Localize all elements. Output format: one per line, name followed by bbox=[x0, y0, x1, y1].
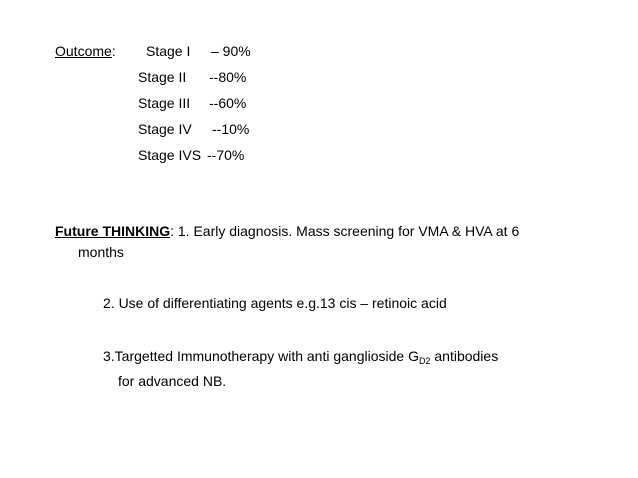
stage-5-value: --70% bbox=[207, 147, 245, 163]
future-line-1 bbox=[55, 222, 519, 240]
future-item-1-line-2: months bbox=[78, 244, 124, 260]
stage-4-name: Stage IV bbox=[138, 121, 192, 137]
future-item-3-line-1 bbox=[103, 347, 498, 365]
stage-3-name: Stage III bbox=[138, 95, 191, 111]
future-label: Future THINKING bbox=[55, 223, 171, 239]
future-colon: : bbox=[170, 223, 174, 239]
future-item-1-line-1: 1. Early diagnosis. Mass screening for VMA & HVA at 6 bbox=[174, 223, 520, 239]
stage-3-value: --60% bbox=[209, 95, 247, 111]
future-item-3-line-2: for advanced NB. bbox=[118, 373, 227, 389]
outcome-label: Outcome bbox=[55, 43, 112, 59]
stage-5-name: Stage IVS bbox=[138, 147, 202, 163]
stage-4-value: --10% bbox=[212, 121, 250, 137]
outcome-colon: : bbox=[111, 43, 116, 59]
stage-1-name: Stage I bbox=[146, 43, 191, 59]
stage-2-value: --80% bbox=[209, 69, 247, 85]
future-item-2: 2. Use of differentiating agents e.g.13 cis – retinoic acid bbox=[103, 295, 447, 311]
outcome-stage-1-row bbox=[55, 42, 116, 60]
future-item-3-suffix: antibodies bbox=[430, 348, 499, 364]
future-item-3-prefix: 3.Targetted Immunotherapy with anti ganglioside G bbox=[103, 348, 419, 364]
stage-2-name: Stage II bbox=[138, 69, 187, 85]
stage-1-value: – 90% bbox=[211, 43, 251, 59]
future-item-3-subscript: D2 bbox=[418, 356, 431, 366]
